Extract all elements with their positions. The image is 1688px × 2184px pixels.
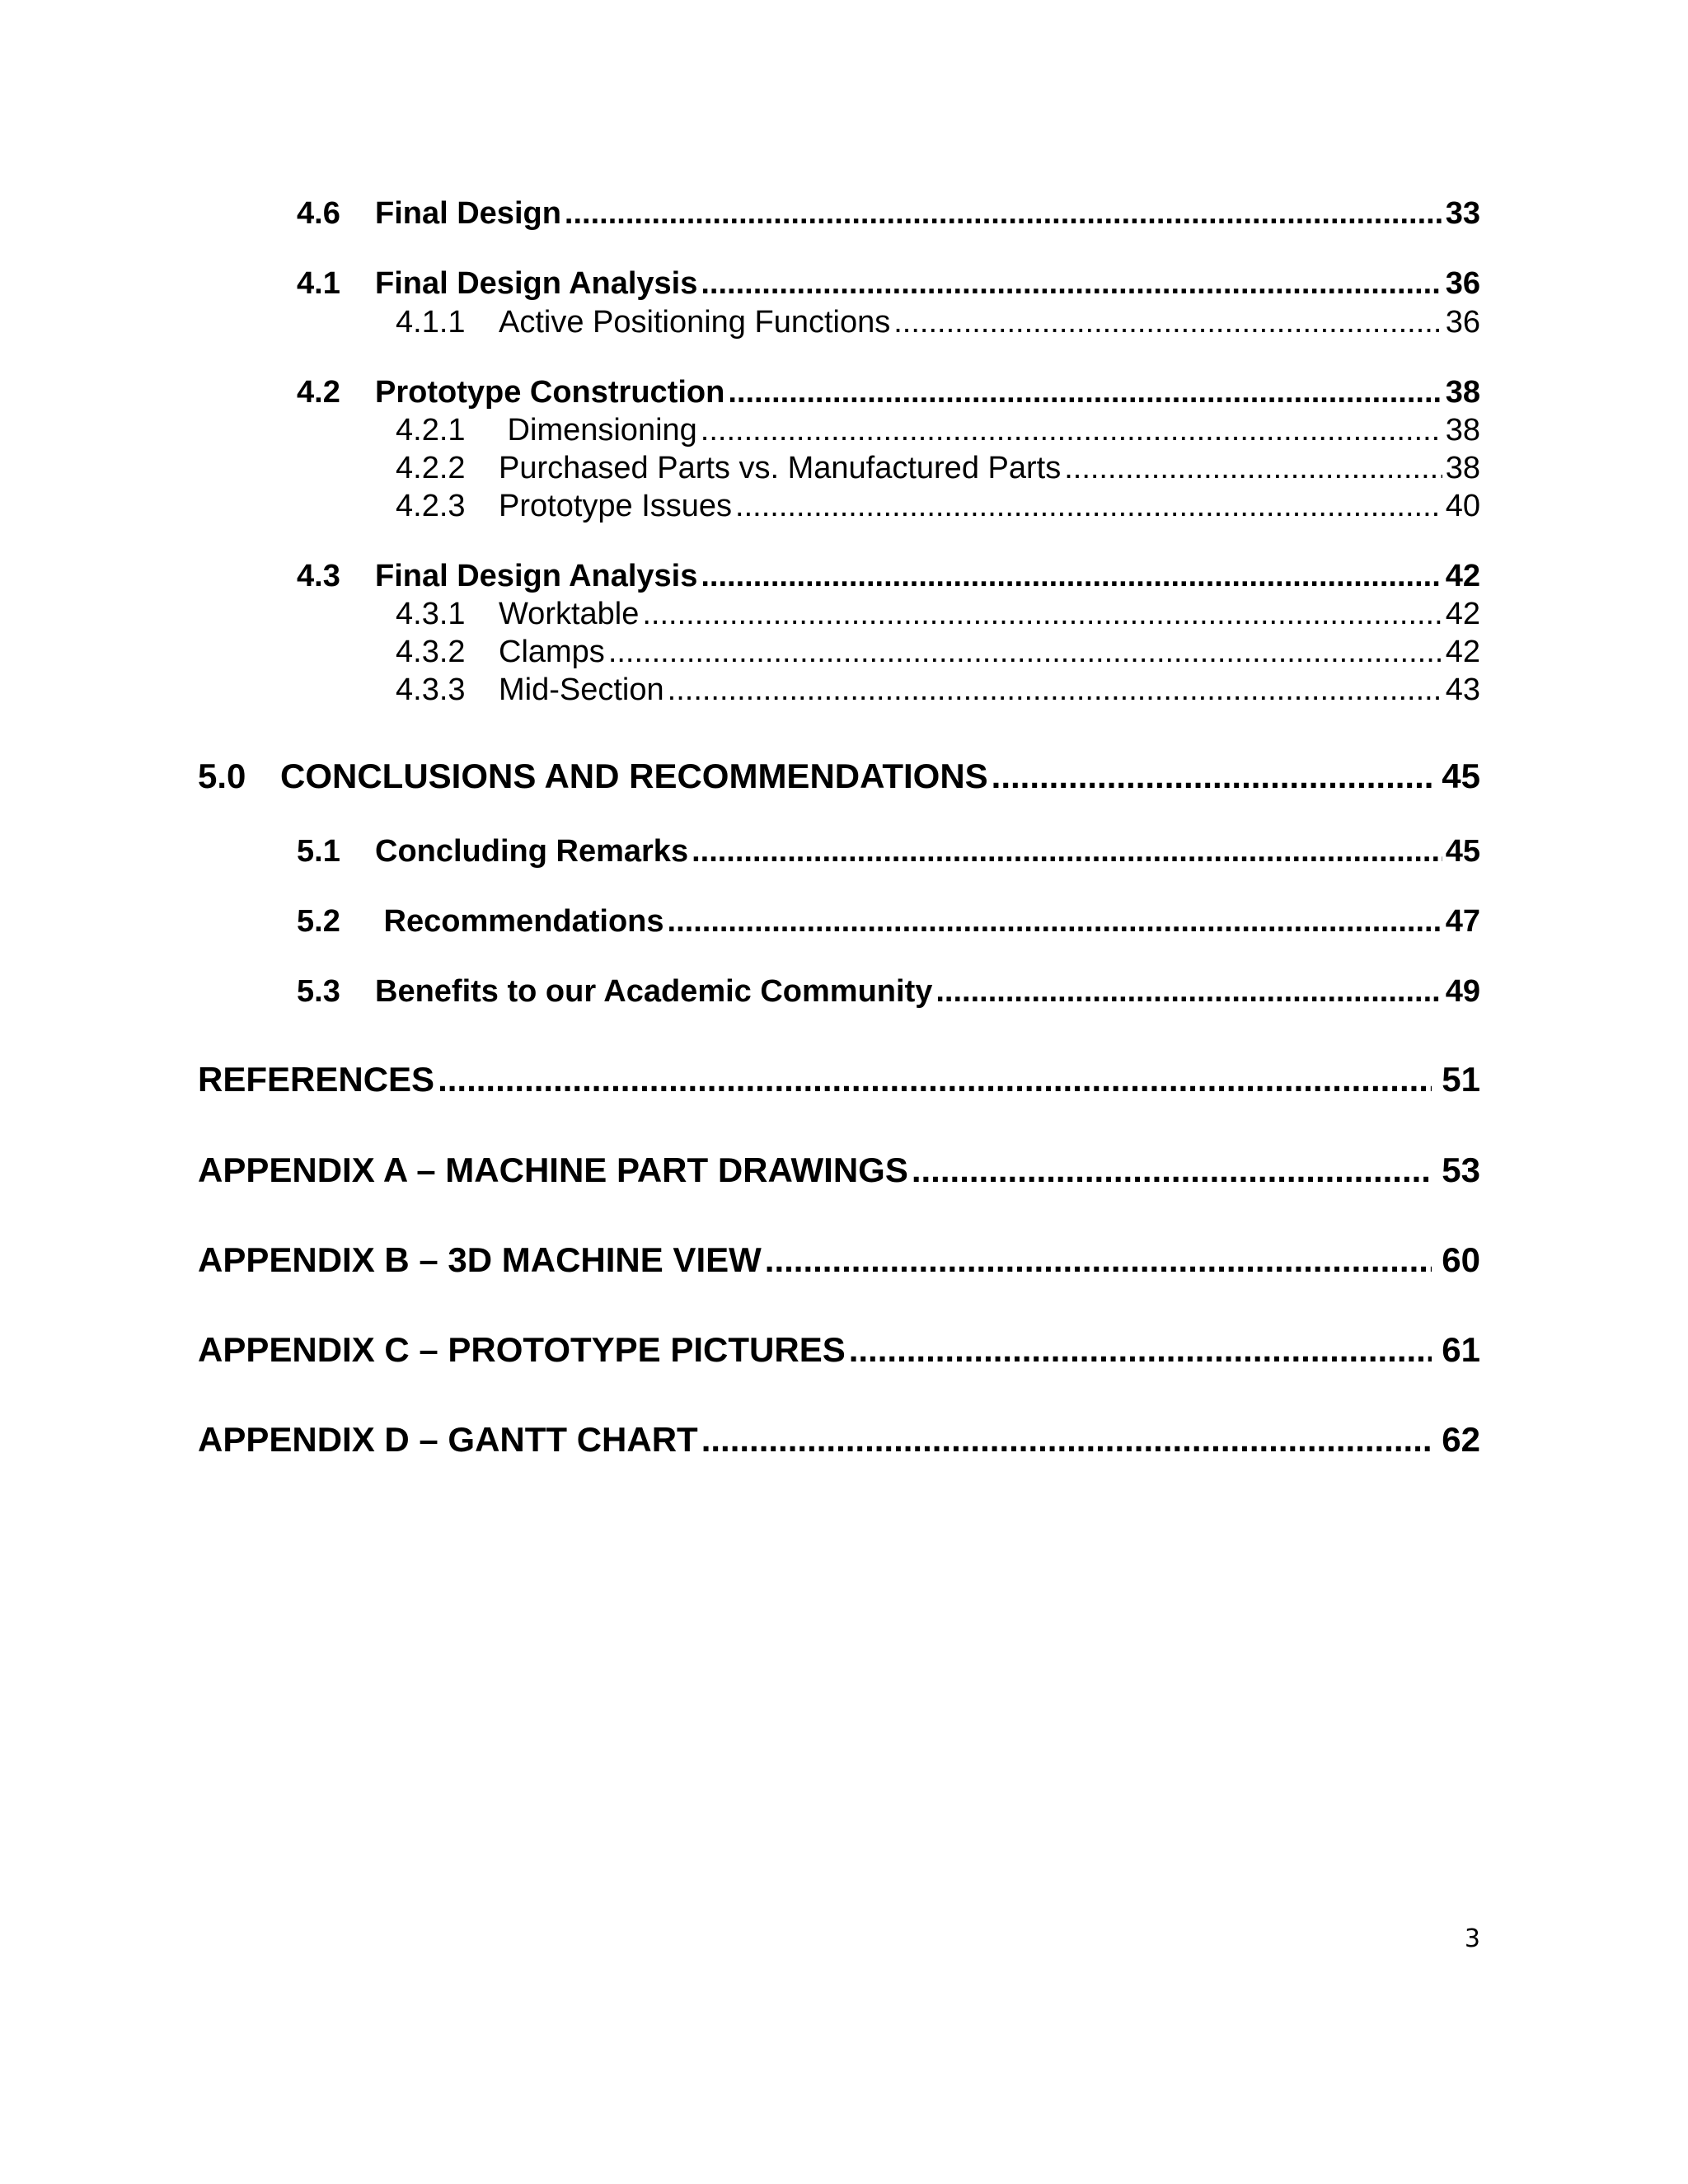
dot-leader	[701, 559, 1442, 594]
toc-title: Purchased Parts vs. Manufactured Parts	[499, 451, 1062, 485]
toc-title: Benefits to our Academic Community	[375, 974, 933, 1009]
toc-entry-5-1	[297, 834, 1480, 869]
dot-leader	[765, 1240, 1432, 1280]
toc-title: APPENDIX D – GANTT CHART	[198, 1420, 698, 1459]
toc-entry-5-2	[297, 904, 1480, 940]
toc-title: Concluding Remarks	[375, 834, 689, 869]
toc-title: APPENDIX C – PROTOTYPE PICTURES	[198, 1330, 846, 1369]
toc-entry-appendix-a	[198, 1151, 1480, 1190]
toc-page: 53	[1442, 1151, 1480, 1189]
toc-number: 5.0	[198, 757, 246, 795]
toc-page: 45	[1442, 757, 1480, 795]
toc-title: Dimensioning	[499, 413, 697, 448]
toc-page: 42	[1445, 559, 1480, 593]
toc-title: Recommendations	[375, 904, 664, 939]
toc-number: 4.1.1	[396, 305, 466, 340]
toc-page: 49	[1445, 974, 1480, 1009]
toc-entry-4-2-1	[396, 413, 1480, 448]
toc-page: 60	[1442, 1240, 1480, 1279]
toc-title: Clamps	[499, 635, 605, 669]
toc-number: 4.2	[297, 375, 340, 410]
toc-entry-4-2	[297, 375, 1480, 410]
toc-entry-appendix-c	[198, 1330, 1480, 1370]
dot-leader	[668, 673, 1442, 708]
dot-leader	[849, 1330, 1432, 1370]
page-number: 3	[1464, 1924, 1480, 1953]
toc-number: 4.2.3	[396, 489, 466, 523]
toc-entry-4-3-2	[396, 635, 1480, 670]
toc-number: 4.3.2	[396, 635, 466, 669]
dot-leader	[728, 375, 1442, 410]
toc-number: 4.2.2	[396, 451, 466, 485]
dot-leader	[438, 1060, 1432, 1099]
dot-leader	[701, 1420, 1432, 1460]
toc-entry-4-3-3	[396, 673, 1480, 708]
toc-entry-appendix-b	[198, 1240, 1480, 1280]
toc-page: 43	[1445, 673, 1480, 707]
toc-entry-4-1	[297, 266, 1480, 302]
toc-page: 45	[1445, 834, 1480, 869]
dot-leader	[565, 196, 1442, 232]
dot-leader	[992, 757, 1432, 796]
dot-leader	[701, 413, 1442, 448]
toc-title: APPENDIX B – 3D MACHINE VIEW	[198, 1240, 762, 1279]
toc-title: Final Design Analysis	[375, 266, 698, 301]
toc-page: 51	[1442, 1060, 1480, 1099]
dot-leader	[642, 597, 1442, 632]
toc-number: 5.3	[297, 974, 340, 1009]
toc-page: 36	[1445, 305, 1480, 340]
toc-entry-4-3	[297, 559, 1480, 594]
toc-title: CONCLUSIONS AND RECOMMENDATIONS	[280, 757, 988, 795]
toc-page: 62	[1442, 1420, 1480, 1459]
toc-title: Worktable	[499, 597, 640, 631]
dot-leader	[608, 635, 1442, 670]
toc-title: Final Design	[375, 196, 561, 231]
toc-entry-4-3-1	[396, 597, 1480, 632]
dot-leader	[912, 1151, 1432, 1190]
dot-leader	[668, 904, 1442, 940]
toc-title: Prototype Issues	[499, 489, 733, 523]
toc-entry-references	[198, 1060, 1480, 1099]
toc-page: 33	[1445, 196, 1480, 231]
dot-leader	[893, 305, 1442, 340]
toc-title: Mid-Section	[499, 673, 664, 707]
dot-leader	[935, 974, 1442, 1010]
toc-title: REFERENCES	[198, 1060, 435, 1099]
toc-entry-4-2-2	[396, 451, 1480, 486]
toc-page: 42	[1445, 635, 1480, 669]
dot-leader	[735, 489, 1442, 524]
toc-page: 36	[1445, 266, 1480, 301]
toc-number: 5.1	[297, 834, 340, 869]
toc-number: 4.6	[297, 196, 340, 231]
dot-leader	[1064, 451, 1442, 486]
toc-title: Prototype Construction	[375, 375, 725, 410]
toc-number: 4.1	[297, 266, 340, 301]
toc-entry-appendix-d	[198, 1420, 1480, 1460]
toc-page: 40	[1445, 489, 1480, 523]
toc-title: APPENDIX A – MACHINE PART DRAWINGS	[198, 1151, 908, 1189]
toc-page: 47	[1445, 904, 1480, 939]
dot-leader	[692, 834, 1442, 869]
toc-page: 61	[1442, 1330, 1480, 1369]
toc-page: 38	[1445, 413, 1480, 448]
toc-number: 4.3	[297, 559, 340, 593]
toc-page: 42	[1445, 597, 1480, 631]
toc-page: 38	[1445, 451, 1480, 485]
toc-title: Active Positioning Functions	[499, 305, 891, 340]
toc-entry-4-6	[297, 196, 1480, 232]
toc-entry-4-2-3	[396, 489, 1480, 524]
toc-number: 4.3.1	[396, 597, 466, 631]
toc-entry-4-1-1	[396, 305, 1480, 340]
toc-entry-5-3	[297, 974, 1480, 1010]
toc-title: Final Design Analysis	[375, 559, 698, 593]
toc-number: 5.2	[297, 904, 340, 939]
toc-number: 4.3.3	[396, 673, 466, 707]
dot-leader	[701, 266, 1442, 302]
toc-page: 38	[1445, 375, 1480, 410]
toc-entry-5-0	[198, 757, 1480, 796]
toc-number: 4.2.1	[396, 413, 466, 448]
